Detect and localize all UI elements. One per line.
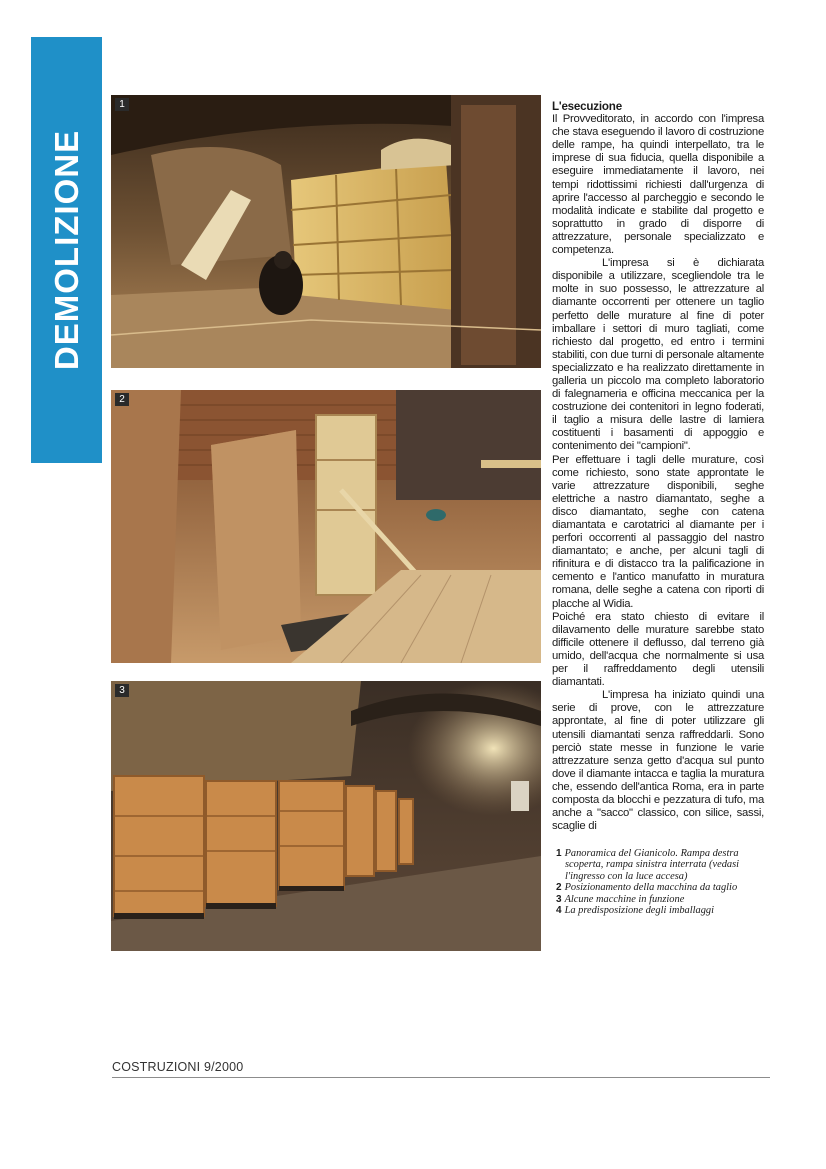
caption-number: 2: [556, 882, 562, 894]
photo-1: [111, 95, 541, 368]
article-paragraph: Per effettuare i tagli delle murature, così come richiesto, sono state approntate le varie attrezzature disponibili, seghe elettriche a nastro diamantato, seghe a disco diamantato, seghe con catena diamantata e carotatrici al diamante per i perfori occorrenti al passaggio del nastro diamantato; e anche, per alcuni tagli di rifinitura e di distacco tra la palificazione in cemento e l'antico manufatto in muratura romana, delle seghe a catena con riporti di placche al Widia.: [552, 453, 764, 610]
page-footer: COSTRUZIONI 9/2000: [112, 1060, 244, 1074]
caption-3: [556, 894, 771, 905]
caption-1: [556, 848, 771, 882]
photo-2-image: [111, 390, 541, 663]
article-heading: L'esecuzione: [552, 100, 622, 113]
caption-4: [556, 905, 771, 916]
article-body: [552, 100, 764, 833]
caption-text: Alcune macchine in funzione: [564, 893, 685, 905]
photo-3-number: 3: [115, 684, 129, 697]
photo-1-number: 1: [115, 98, 129, 111]
photo-2-number: 2: [115, 393, 129, 406]
caption-text: La predisposizione degli imballaggi: [564, 905, 714, 917]
photo-2: [111, 390, 541, 663]
caption-number: 3: [556, 893, 562, 905]
caption-number: 1: [556, 848, 562, 859]
photo-3: [111, 681, 541, 951]
figure-captions: [556, 848, 771, 916]
photo-3-image: [111, 681, 541, 951]
section-label: DEMOLIZIONE: [47, 129, 85, 371]
photo-1-image: [111, 95, 541, 368]
caption-2: [556, 882, 771, 893]
caption-text: Panoramica del Gianicolo. Rampa destra scoperta, rampa sinistra interrata (vedasi l'ingresso con la luce accesa): [564, 848, 740, 882]
article-paragraph: Poiché era stato chiesto di evitare il dilavamento delle murature sarebbe stato difficile ottenere il deflusso, dal terreno già umido, dell'acqua che normalmente si usa per il raffreddamento degli utensili diamantati.: [552, 610, 764, 689]
section-band: [31, 37, 102, 463]
article-paragraph: Il Provveditorato, in accordo con l'impresa che stava eseguendo il lavoro di costruzione delle rampe, ha quindi interpellato, tra le imprese di sua fiducia, quella disponibile a eseguire immediatamente il lavoro, nei tempi ridottissimi richiesti dall'urgenza di aprire l'accesso al parcheggio e secondo le modalità indicate e stabilite dal progetto e soprattutto in grado di disporre di attrezzature, personale specializzato e competenza.: [552, 113, 764, 257]
footer-rule: [112, 1077, 770, 1078]
article-paragraph: L'impresa si è dichiarata disponibile a utilizzare, scegliendole tra le molte in suo possesso, le attrezzature al diamante occorrenti per ottenere un taglio perfetto delle murature al fine di poter imballare i settori di muro tagliati, come richiesto dal progetto, ed entro i termini stabiliti, con due turni di personale altamente specializzato e ha realizzato direttamente in galleria un piccolo ma completo laboratorio di falegnameria e officina meccanica per la costruzione dei contenitori in legno foderati, il taglio a misura delle lastre di lamiera costituenti i basamenti di appoggio e contenimento dei "campioni".: [552, 257, 764, 453]
caption-number: 4: [556, 905, 562, 917]
caption-text: Posizionamento della macchina da taglio: [564, 882, 738, 894]
article-paragraph: L'impresa ha iniziato quindi una serie di prove, con le attrezzature approntate, al fine di poter utilizzare gli utensili diamantati senza raffreddarli. Sono perciò state messe in funzione le varie attrezzature senza getto d'acqua sul punto dove il diamante intacca e taglia la muratura che, essendo dell'antica Roma, era in parte composta da blocchi e pezzatura di tufo, ma anche a "sacco" classico, con silice, sassi, scaglie di: [552, 689, 764, 833]
